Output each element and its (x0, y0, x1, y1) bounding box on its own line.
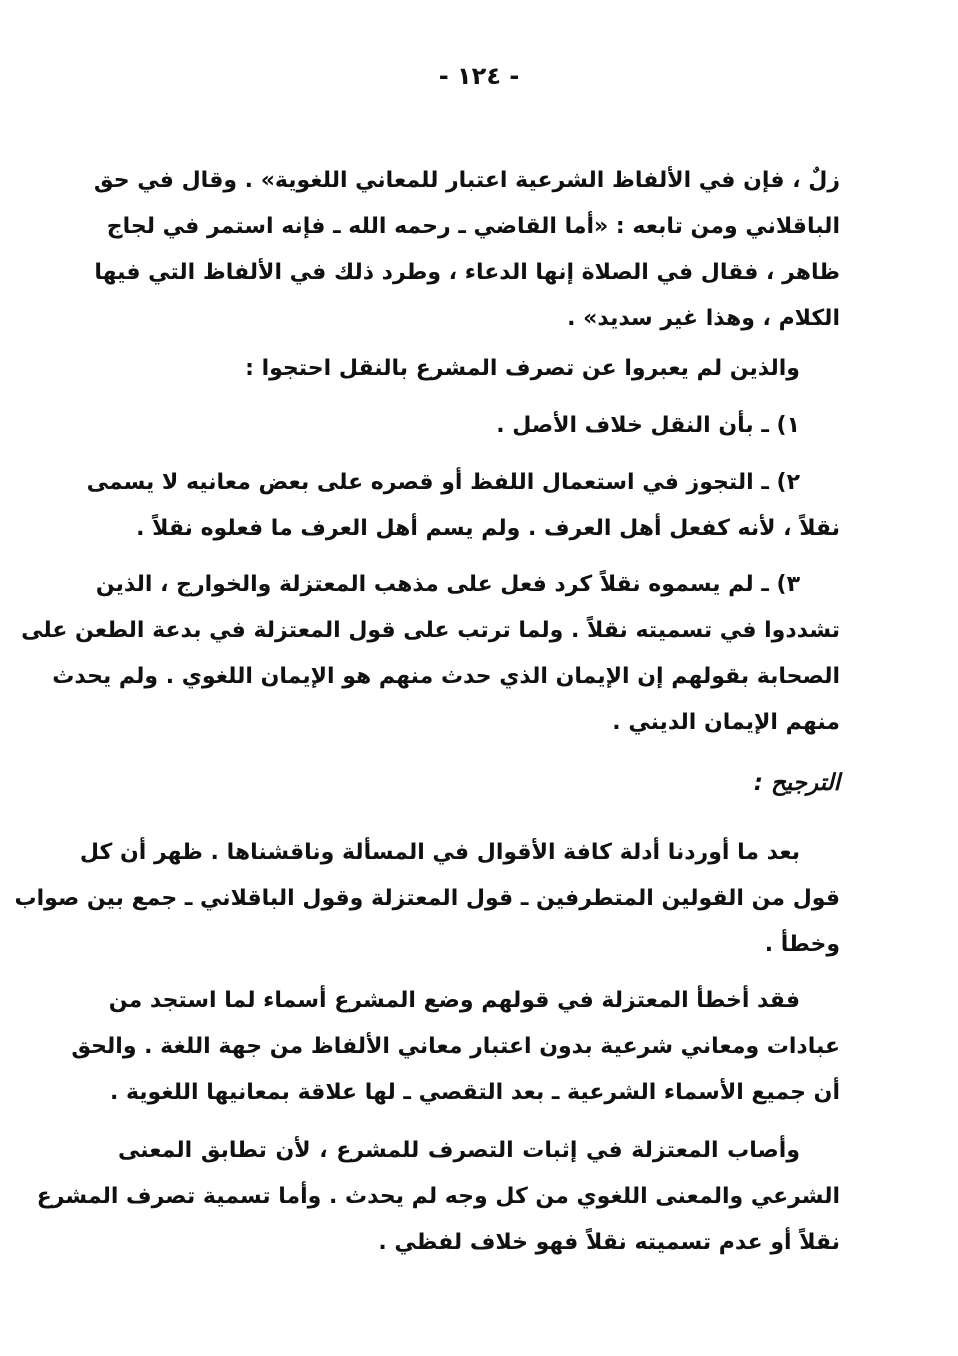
text-line: ظاهر ، فقال في الصلاة إنها الدعاء ، وطرد ذلك في الألفاظ التي فيها (94, 260, 840, 285)
list-item-3 (21, 562, 840, 746)
text-line: منهم الإيمان الديني . (612, 710, 840, 735)
text-line: نقلاً أو عدم تسميته نقلاً فهو خلاف لفظي . (378, 1230, 840, 1255)
paragraph-1 (93, 158, 840, 342)
text-line: ٣) ـ لم يسموه نقلاً كرد فعل على مذهب المعتزلة والخوارج ، الذين (95, 572, 800, 597)
text-line: فقد أخطأ المعتزلة في قولهم وضع المشرع أسماء لما استجد من (108, 988, 800, 1013)
text-line: بعد ما أوردنا أدلة كافة الأقوال في المسألة وناقشناها . ظهر أن كل (79, 840, 800, 865)
text-line: نقلاً ، لأنه كفعل أهل العرف . ولم يسم أهل العرف ما فعلوه نقلاً . (136, 516, 840, 541)
text-line: الصحابة بقولهم إن الإيمان الذي حدث منهم هو الإيمان اللغوي . ولم يحدث (52, 664, 840, 689)
text-line: الكلام ، وهذا غير سديد» . (567, 306, 840, 331)
text-line: وأصاب المعتزلة في إثبات التصرف للمشرع ، لأن تطابق المعنى (118, 1138, 800, 1163)
text-line: أن جميع الأسماء الشرعية ـ بعد التقصي ـ لها علاقة بمعانيها اللغوية . (109, 1080, 840, 1105)
text-line: الباقلاني ومن تابعه : «أما القاضي ـ رحمه الله ـ فإنه استمر في لجاج (106, 214, 840, 239)
text-line: ١) ـ بأن النقل خلاف الأصل . (496, 413, 800, 438)
text-line: الشرعي والمعنى اللغوي من كل وجه لم يحدث . وأما تسمية تصرف المشرع (36, 1184, 840, 1209)
paragraph-5 (36, 1128, 840, 1266)
paragraph-4 (71, 978, 840, 1116)
text-line: زلٌ ، فإن في الألفاظ الشرعية اعتبار للمعاني اللغوية» . وقال في حق (93, 168, 840, 193)
list-item-1 (118, 403, 840, 449)
page-number: - ١٢٤ - (438, 62, 520, 90)
text-line: ٢) ـ التجوز في استعمال اللفظ أو قصره على بعض معانيه لا يسمى (86, 470, 800, 495)
section-heading: الترجيح : (753, 770, 840, 796)
text-line: تشددوا في تسميته نقلاً . ولما ترتب على قول المعتزلة في بدعة الطعن على (21, 618, 840, 643)
paragraph-3 (14, 830, 840, 968)
text-line: قول من القولين المتطرفين ـ قول المعتزلة وقول الباقلاني ـ جمع بين صواب (14, 886, 840, 911)
list-item-2 (86, 460, 840, 552)
text-line: والذين لم يعبروا عن تصرف المشرع بالنقل احتجوا : (245, 356, 800, 381)
paragraph-2 (118, 346, 840, 392)
text-line: وخطأ . (764, 932, 840, 957)
text-line: عبادات ومعاني شرعية بدون اعتبار معاني الألفاظ من جهة اللغة . والحق (71, 1034, 840, 1059)
